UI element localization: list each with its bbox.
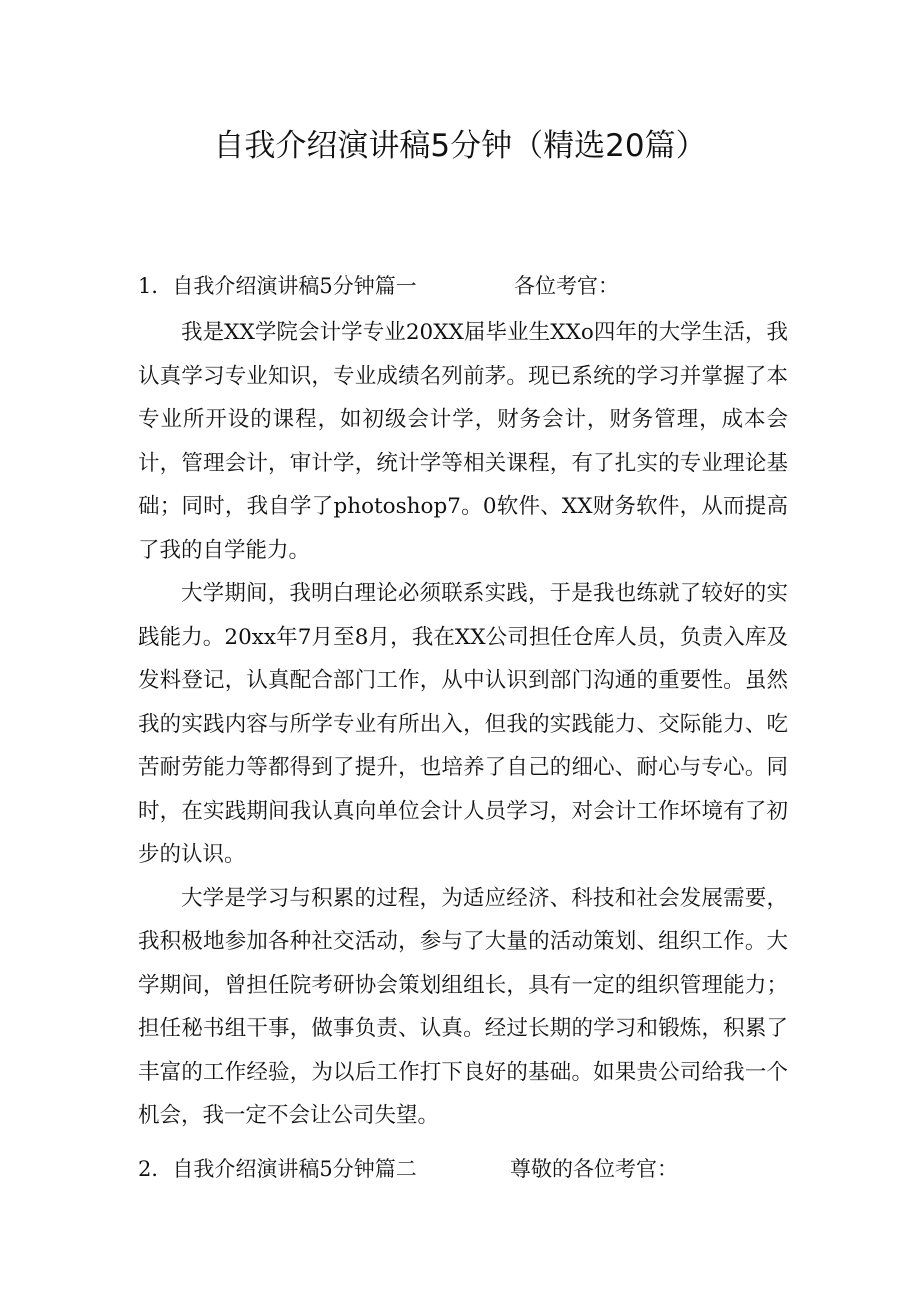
section-heading-title: 1．自我介绍演讲稿5分钟篇一 bbox=[138, 274, 417, 298]
paragraph: 我是XX学院会计学专业20XX届毕业生XXo四年的大学生活，我认真学习专业知识，专业成绩名列前茅。现已系统的学习并掌握了本专业所开设的课程，如初级会计学，财务会计，财务管理，成本会计，管理会计，审计学，统计学等相关课程，有了扎实的专业理论基础；同时，我自学了photoshop7。0软件、XX财务软件，从而提高了我的自学能力。 bbox=[138, 320, 788, 563]
section-greeting: 尊敬的各位考官： bbox=[510, 1157, 678, 1181]
section-heading-1 bbox=[138, 270, 619, 300]
paragraph: 大学是学习与积累的过程，为适应经济、科技和社会发展需要，我积极地参加各种社交活动，参与了大量的活动策划、组织工作。大学期间，曾担任院考研协会策划组组长，具有一定的组织管理能力；担任秘书组干事，做事负责、认真。经过长期的学习和锻炼，积累了丰富的工作经验，为以后工作打下良好的基础。如果贵公司给我一个机会，我一定不会让公司失望。 bbox=[138, 885, 788, 1128]
document-title: 自我介绍演讲稿5分钟（精选20篇） bbox=[213, 128, 707, 164]
section-heading-2 bbox=[138, 1153, 678, 1183]
section-heading-title: 2．自我介绍演讲稿5分钟篇二 bbox=[138, 1157, 417, 1181]
section-greeting: 各位考官： bbox=[514, 274, 619, 298]
section-body-1 bbox=[138, 311, 788, 1138]
paragraph: 大学期间，我明白理论必须联系实践，于是我也练就了较好的实践能力。20xx年7月至8月，我在XX公司担任仓库人员，负责入库及发料登记，认真配合部门工作，从中认识到部门沟通的重要性。虽然我的实践内容与所学专业有所出入，但我的实践能力、交际能力、吃苦耐劳能力等都得到了提升，也培养了自己的细心、耐心与专心。同时，在实践期间我认真向单位会计人员学习，对会计工作坏境有了初步的认识。 bbox=[138, 581, 788, 867]
